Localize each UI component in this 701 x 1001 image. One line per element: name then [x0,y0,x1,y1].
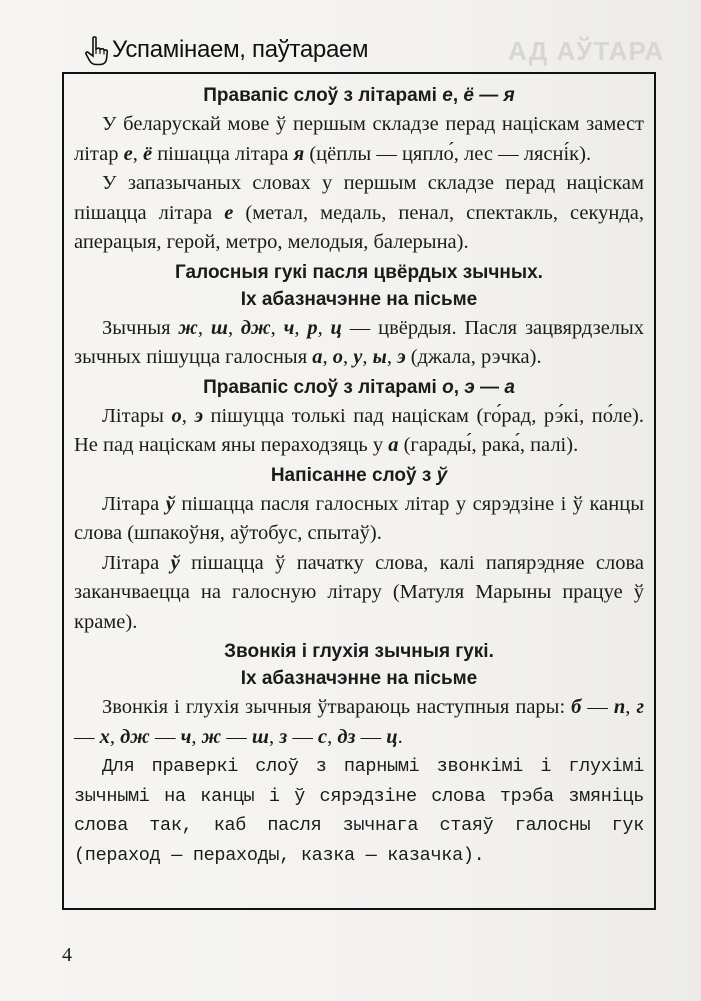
paragraph: Звонкія і глухія зычныя ўтвараюць наступныя пары: б — п, г — х, дж — ч, ж — ш, з — с, дз — ц. [74,696,645,748]
paragraph: У беларускай мове ў першым складзе перад націскам замест літар е, ё пішацца літара я (цёплы — цяпло́, лес — лясні́к). [74,113,644,165]
paragraph: Зычныя ж, ш, дж, ч, р, ц — цвёрдыя. Пасля зацвярдзелых зычных пішуцца галосныя а, о, у, ы, э (джала, рэчка). [74,316,645,368]
pointing-hand-icon [84,36,108,66]
page-number: 4 [62,944,72,966]
paragraph: Літара ў пішацца пасля галосных літар у сярэдзіне і ў канцы слова (шпакоўня, аўтобус, спытаў). [74,492,644,544]
section-title: Успамінаем, паўтараем [112,36,369,63]
heading-u-short: Напісанне слоў з ў [270,464,448,486]
paragraph: Для праверкі слоў з парнымі звонкімі і глухімі зычнымі на канцы і ў сярэдзіне слова трэба змяніць слова так, каб пасля зычнага стаяў галосны гук (пераход — пераходы, казка — казачка). [74,756,644,866]
heading-o-e-a: Правапіс слоў з літарамі о, э — а [203,376,515,398]
heading-vowels-after-hard: Галосныя гукі пасля цвёрдых зычных. Іх абазначэнне на пісьме [175,261,543,310]
heading-e-yo-ya: Правапіс слоў з літарамі е, ё — я [203,85,515,106]
paragraph: Літары о, э пішуцца толькі пад націскам (го́рад, рэ́кі, по́ле). Не пад націскам яны пераходзяць у а (гарады́, рака́, палі). [74,404,645,456]
bleed-through-heading: АД АЎТАРА [508,36,665,66]
paragraph: Літара ў пішацца ў пачатку слова, калі папярэдняе слова заканчваецца на галосную літару (Матуля Марыны працуе ў краме). [74,551,644,633]
heading-voiced-voiceless: Звонкія і глухія зычныя гукі. Іх абазначэнне на пісьме [224,641,494,689]
paragraph: У запазычаных словах у першым складзе перад націскам пішацца літара е (метал, медаль, пенал, спектакль, секунда, аперацыя, герой, метро, мелодыя, балерына). [74,172,644,253]
rules-box [62,72,656,910]
